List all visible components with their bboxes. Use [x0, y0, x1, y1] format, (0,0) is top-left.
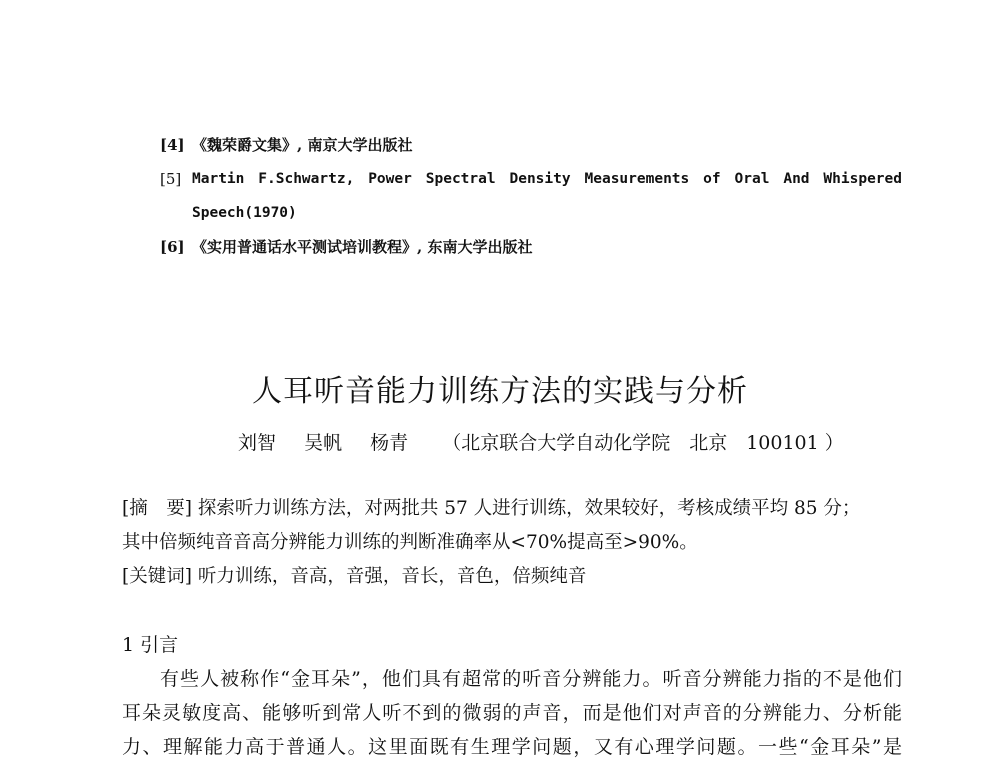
article-title: 人耳听音能力训练方法的实践与分析	[252, 374, 748, 409]
reference-text-continued: Speech(1970)	[192, 205, 297, 221]
reference-item	[160, 230, 902, 264]
reference-item	[160, 128, 902, 162]
keywords-text: 听力训练，音高，音强，音长，音色，倍频纯音	[197, 566, 587, 587]
abstract-block	[122, 492, 902, 594]
paragraph-line: 力、理解能力高于普通人。这里面既有生理学问题，又有心理学问题。一些“金耳朵”是	[122, 736, 902, 758]
author-name: 吴帆	[304, 432, 343, 454]
author-name: 刘智	[238, 432, 277, 454]
abstract-text: 探索听力训练方法，对两批共 57 人进行训练，效果较好，考核成绩平均 85 分；	[197, 498, 861, 519]
author-line	[238, 428, 844, 455]
abstract-tag: [摘 要]	[122, 498, 192, 519]
reference-number: [5]	[160, 170, 182, 188]
author-affiliation: （北京联合大学自动化学院 北京 100101 ）	[442, 432, 844, 454]
reference-list	[160, 128, 902, 264]
keywords-line	[122, 560, 902, 594]
abstract-line: 其中倍频纯音音高分辨能力训练的判断准确率从<70%提高至>90%。	[122, 532, 698, 553]
reference-number: [6]	[160, 238, 185, 256]
reference-item	[160, 162, 902, 196]
keywords-tag: [关键词]	[122, 566, 192, 587]
paragraph-line: 耳朵灵敏度高、能够听到常人听不到的微弱的声音，而是他们对声音的分辨能力、分析能	[122, 702, 902, 724]
body-paragraph	[122, 662, 902, 764]
author-name: 杨青	[370, 432, 409, 454]
reference-text: Martin F.Schwartz, Power Spectral Density Measurements of Oral And Whispered	[192, 171, 902, 187]
reference-text: 《魏荣爵文集》, 南京大学出版社	[192, 136, 413, 154]
reference-text: 《实用普通话水平测试培训教程》, 东南大学出版社	[192, 238, 533, 256]
section-heading: 1 引言	[122, 634, 179, 656]
reference-number: [4]	[160, 136, 185, 154]
abstract-line	[122, 492, 902, 526]
paragraph-line: 有些人被称作“金耳朵”，他们具有超常的听音分辨能力。听音分辨能力指的不是他们	[160, 668, 902, 690]
